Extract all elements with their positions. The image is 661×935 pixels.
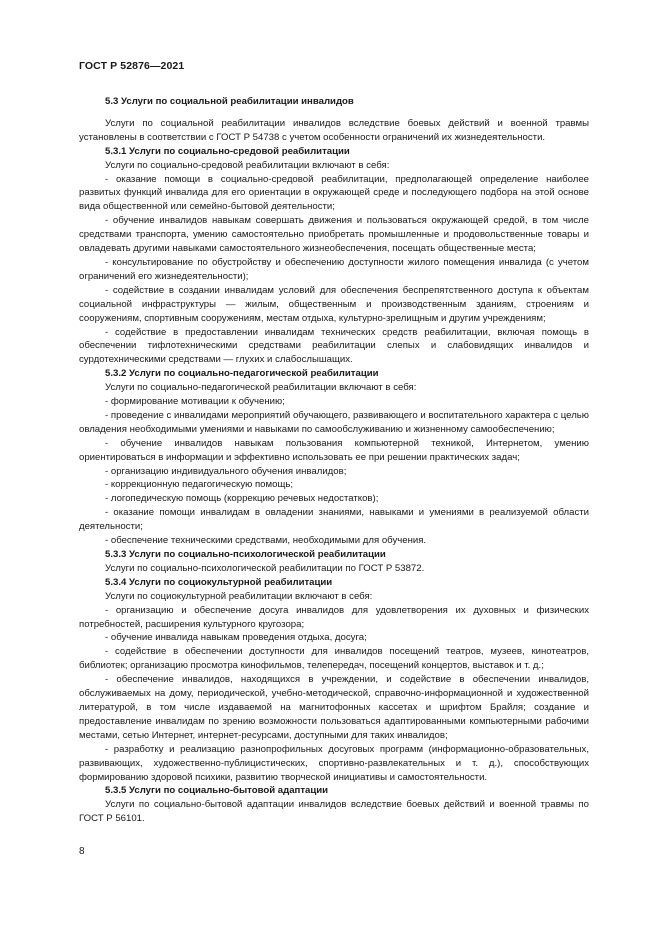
paragraph: - обеспечение техническими средствами, необходимыми для обучения.	[105, 535, 427, 547]
paragraph: - содействие в обеспечении доступности для инвалидов посещений театров, музеев, кинотеатров, библиотек; организацию просмотра кинофильмов, телепередач, посещений концертов, выставок и т. д.;	[79, 646, 589, 672]
paragraph: - обучение инвалида навыкам проведения отдыха, досуга;	[105, 632, 367, 644]
paragraph: - оказание помощи инвалидам в овладении знаниями, навыками и умениями в реализуемой области деятельности;	[79, 507, 589, 533]
paragraph: - логопедическую помощь (коррекцию речевых недостатков);	[105, 493, 379, 505]
section-heading: 5.3.3 Услуги по социально-психологической реабилитации	[105, 549, 386, 560]
page-number: 8	[79, 846, 85, 857]
paragraph: Услуги по социокультурной реабилитации включают в себя:	[105, 590, 373, 602]
paragraph: Услуги по социально-бытовой адаптации инвалидов вследствие боевых действий и военной травмы по ГОСТ Р 56101.	[79, 799, 589, 825]
paragraph: Услуги по социально-педагогической реабилитации включают в себя:	[105, 382, 417, 394]
paragraph: - обучение инвалидов навыкам совершать движения и пользоваться окружающей средой, в том числе средствами транспорта, умению самостоятельно приобретать промышленные и продовольственные товары и овладевать другими навыками самостоятельного жизнеобеспечения, посещать общественные места;	[79, 215, 589, 255]
document-body	[79, 95, 589, 826]
document-header: ГОСТ Р 52876—2021	[79, 60, 185, 72]
section-heading: 5.3.4 Услуги по социокультурной реабилитации	[105, 576, 333, 588]
section-heading: 5.3.5 Услуги по социально-бытовой адаптации	[105, 785, 329, 797]
paragraph: - содействие в предоставлении инвалидам технических средств реабилитации, включая помощь в обеспечении тифлотехническими средствами реабилитации слепых и слабовидящих инвалидов и сурдотехническими средствами — глухих и слабослышащих.	[79, 326, 589, 366]
paragraph: - консультирование по обустройству и обеспечению доступности жилого помещения инвалида (с учетом ограничений его жизнедеятельности);	[79, 256, 589, 282]
section-heading: 5.3.1 Услуги по социально-средовой реабилитации	[105, 145, 350, 157]
paragraph: - организацию и обеспечение досуга инвалидов для удовлетворения их духовных и физических потребностей, расширения культурного кругозора;	[79, 604, 589, 630]
paragraph: - оказание помощи в социально-средовой реабилитации, предполагающей определение наиболее развитых функций инвалида для его ориентации в окружающей среде и последующего подбора на этой основе вида общественной или семейно-бытовой деятельности;	[79, 173, 589, 213]
paragraph: - проведение с инвалидами мероприятий обучающего, развивающего и воспитательного характера с целью овладения необходимыми умениями и навыками по самообслуживанию и жизненному самообеспечению;	[79, 409, 589, 435]
paragraph: - содействие в создании инвалидам условий для обеспечения беспрепятственного доступа к объектам социальной инфраструктуры — жилым, общественным и производственным зданиям, строениям и сооружениям, спортивным сооружениям, местам отдыха, культурно-зрелищным и другим учреждениям;	[79, 284, 589, 324]
paragraph: - организацию индивидуального обучения инвалидов;	[105, 465, 347, 477]
paragraph: - формирование мотивации к обучению;	[105, 396, 285, 408]
paragraph: - обеспечение инвалидов, находящихся в учреждении, и содействие в обеспечении инвалидов, обслуживаемых на дому, периодической, учебно-методической, справочно-информационной и художественной литературой, в том числе издаваемой на магнитофонных кассетах и шрифтом Брайля; создание и предоставление инвалидам по зрению возможности пользоваться адаптированными компьютерными рабочими местами, сетью Интернет, интернет-ресурсами, доступными для таких инвалидов;	[79, 674, 589, 741]
section-heading: 5.3.2 Услуги по социально-педагогической реабилитации	[105, 368, 379, 380]
section-heading: 5.3 Услуги по социальной реабилитации инвалидов	[105, 96, 354, 107]
paragraph: Услуги по социально-психологической реабилитации по ГОСТ Р 53872.	[105, 562, 425, 574]
paragraph: - разработку и реализацию разнопрофильных досуговых программ (информационно-образовательных, развивающих, художественно-публицистических, спортивно-развлекательных и т. д.), способствующих формированию здоровой психики, развитию творческой инициативы и самостоятельности.	[79, 743, 589, 783]
paragraph: - коррекционную педагогическую помощь;	[105, 479, 293, 491]
paragraph: Услуги по социальной реабилитации инвалидов вследствие боевых действий и военной травмы установлены в соответствии с ГОСТ Р 54738 с учетом особенности ограничений их жизнедеятельности.	[79, 117, 589, 143]
paragraph: Услуги по социально-средовой реабилитации включают в себя:	[105, 159, 390, 171]
paragraph: - обучение инвалидов навыкам пользования компьютерной техникой, Интернетом, умению ориентироваться в информации и эффективно использовать ее при решении практических задач;	[79, 437, 589, 463]
